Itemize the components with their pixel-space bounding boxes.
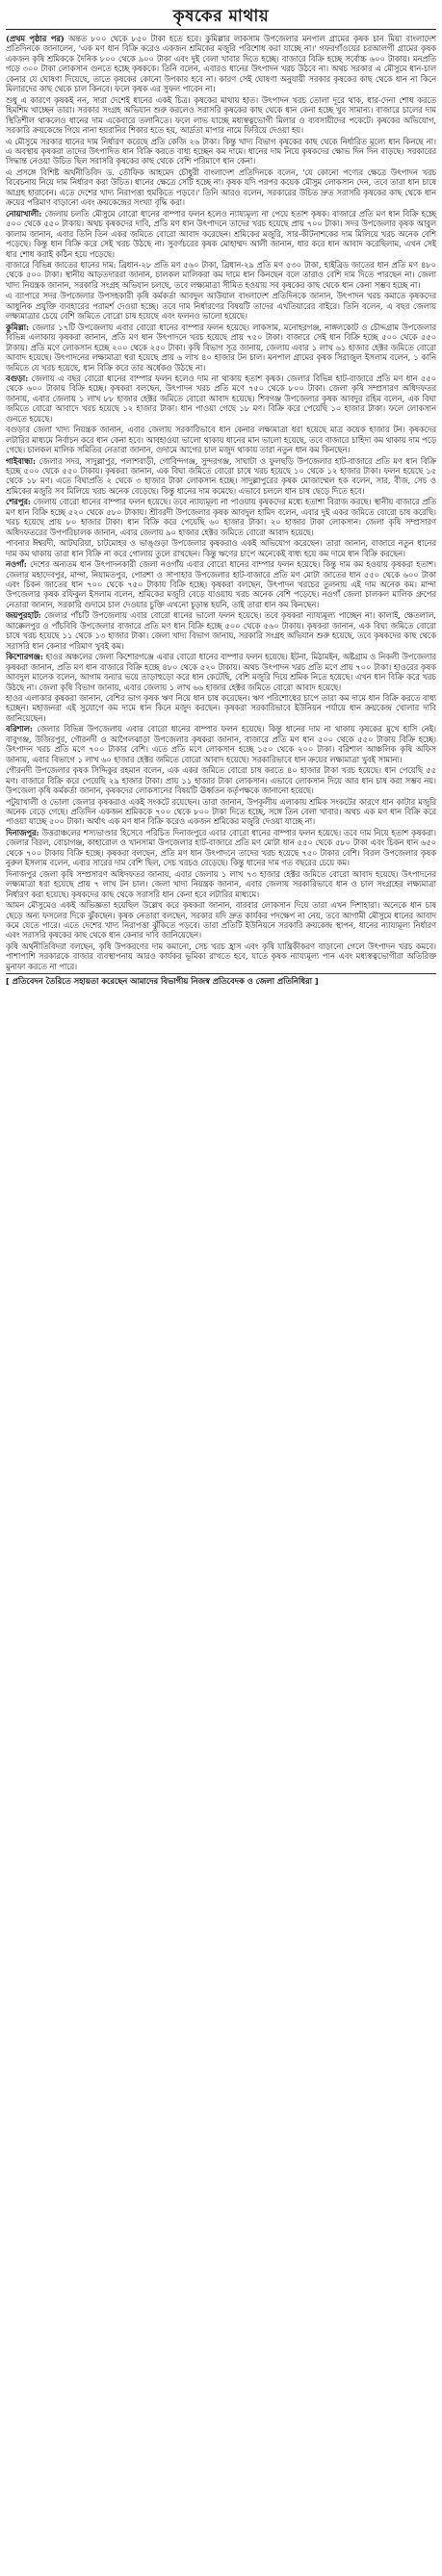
paragraph: এ প্রসঙ্গে বিশিষ্ট অর্থনীতিবিদ ড. তৌফিক আহমেদ চৌধুরী বাংলাদেশ প্রতিদিনকে বলেন, 'যে কোনো পণ্যের ক্ষেত্রে উৎপাদন খরচ বিবেচনায় নিয়ে দাম নির্ধারণ করা উচিত। ধানের ক্ষেত্রে সেটি হচ্ছে না। কৃষক যদি পরপর কয়েক মৌসুম লোকসান দেন, তবে তারা ধান চাষে আগ্রহ হারাবেন। এতে দেশের খাদ্য নিরাপত্তা হুমকিতে পড়বে।' তিনি আরও বলেন, সরকারের উচিত দ্রুত সরাসরি কৃষকের কাছ থেকে ধান ক্রয়ের পরিমাণ বাড়ানো এবং ক্রয়কেন্দ্রের সংখ্যা বৃদ্ধি করা। xyxy=(6,167,436,208)
paragraph xyxy=(6,209,436,259)
paragraph: হাওর এলাকার কৃষকরা জানান, বেশির ভাগ কৃষক ঋণ নিয়ে ধান চাষ করেছেন। ঋণ পরিশোধের চাপে তারা কম দামে ধান বিক্রি করতে বাধ্য হচ্ছেন। মহাজনরা এই সুযোগে কম দামে ধান কিনে মজুদ করছেন। কৃষকরা সরকারিভাবে ইউনিয়ন পর্যায়ে ধান ক্রয়কেন্দ্র খোলার দাবি জানিয়েছেন। xyxy=(6,693,436,723)
paragraph-text: জেলার সদর, সাদুল্লাপুর, পলাশবাড়ী, গোবিন্দগঞ্জ, সুন্দরগঞ্জ, সাঘাটা ও ফুলছড়ি উপজেলার হাট-বাজারে প্রতি মণ ধান বিক্রি হচ্ছে ৫০০ থেকে ৫৫০ টাকায়। কৃষকরা জানান, এক বিঘা জমিতে বোরো চাষে খরচ হয়েছে ১০ থেকে ১২ হাজার টাকা। ফলন হয়েছে ১৫ থেকে ১৮ মণ। এতে বিঘাপ্রতি ২ থেকে ৩ হাজার টাকা লোকসান হচ্ছে। সাদুল্লাপুরের কৃষক মোজাম্মেল হক বলেন, সার, বীজ, সেচ ও শ্রমিকের মজুরি সব মিলিয়ে খরচ অনেক বেড়েছে। কিন্তু ধানের দাম কমেছে। এভাবে চললে ধান চাষ ছেড়ে দিতে হবে। xyxy=(6,455,436,496)
headline: কৃষকের মাথায় xyxy=(6,6,436,30)
paragraph xyxy=(6,497,436,537)
section-label: গাইবান্ধা: xyxy=(6,455,37,466)
paragraph: দিনাজপুর জেলা কৃষি সম্প্রসারণ অধিদফতর জানায়, এবার জেলায় ১ লাখ ৭৩ হাজার হেক্টর জমিতে বোরো আবাদ হয়েছে। উৎপাদনের লক্ষ্যমাত্রা ধরা হয়েছে প্রায় ৭ লাখ টন চাল। জেলা খাদ্য নিয়ন্ত্রক জানান, এবার জেলায় সরকারিভাবে ধান ও চাল সংগ্রহের লক্ষ্যমাত্রা নির্ধারণ করা হয়েছে। কৃষকদের কাছ থেকে সরাসরি ধান কেনা হবে লটারির মাধ্যমে। xyxy=(6,868,436,899)
paragraph: শুধু এ কারণে কৃষকই নন, সারা দেশেই ধানের একই চিত্র। কৃষকের মাথায় হাত। উৎপাদন খরচ তোলা দূরে থাক, ধার-দেনা শোধ করতে হিমশিম খাচ্ছেন তারা। সরকার সংগ্রহ অভিযান শুরু করলেও সরাসরি কৃষকের কাছ থেকে ধান কেনা হচ্ছে খুব সামান্য। বাজারে চালের দাম স্থিতিশীল থাকলেও ধানের দাম একেবারে তলানিতে। ফলে লাভ যাচ্ছে মধ্যস্বত্বভোগী মিলার ও ব্যবসায়ীদের পকেটে। কৃষকের অভিযোগ, সরকারি ক্রয়কেন্দ্রে গিয়ে নানা হয়রানির শিকার হতে হয়, আর্দ্রতা মাপার নামে ফিরিয়ে দেওয়া হয়। xyxy=(6,94,436,136)
paragraph xyxy=(6,724,436,764)
paragraph: পাবনার ঈশ্বরদী, আটঘরিয়া, চাটমোহর ও ভাঙ্গুড়া উপজেলার কৃষকরাও একই অভিযোগ করেছেন। তারা জানান, বাজারে নতুন ধানের দাম কম থাকায় তারা ধান বিক্রি না করে গোলায় তুলে রাখছেন। কিন্তু ঋণের চাপে অনেকেই বাধ্য হয়ে কম দামে ধান বিক্রি করছেন। xyxy=(6,538,436,558)
section-label: বগুড়া: xyxy=(6,373,29,383)
paragraph: বগুড়ার জেলা খাদ্য নিয়ন্ত্রক জানান, এবার জেলায় সরকারিভাবে ধান কেনার লক্ষ্যমাত্রা ধরা হয়েছে মাত্র কয়েক হাজার টন। কৃষকদের লটারির মাধ্যমে নির্বাচন করে ধান কেনা হবে। আবহাওয়া ভালো থাকায় ধানের মান ভালো হয়েছে, তবে বাজারে চাহিদা কম থাকায় দাম পড়ে গেছে। চালকল মালিক সমিতির নেতারা জানান, গুদামে আগের চাল মজুদ থাকায় তারা নতুন ধান কম কিনছেন। xyxy=(6,425,436,455)
paragraph xyxy=(6,456,436,497)
paragraph: বাজারে বিভিন্ন জাতের ধানের দাম: ব্রিধান-২৮ প্রতি মণ ৫৬০ টাকা, ব্রিধান-২৯ প্রতি মণ ৫৩০ টাকা, হাইব্রিড জাতের ধান প্রতি মণ ৪৮০ থেকে ৫০০ টাকা। স্থানীয় আড়তদাররা জানান, চালকল মালিকরা কম দামে ধান কিনছেন বলে তারাও বেশি দাম দিতে পারছেন না। জেলা খাদ্য নিয়ন্ত্রক জানান, সরকারি সংগ্রহ অভিযান চলছে, তবে লক্ষ্যমাত্রা সীমিত হওয়ায় সব কৃষকের কাছ থেকে ধান কেনা সম্ভব হচ্ছে না। xyxy=(6,259,436,290)
paragraph xyxy=(6,374,436,424)
intro-label: (প্রথম পৃষ্ঠার পর) xyxy=(6,34,65,43)
paragraph xyxy=(6,322,436,373)
paragraph-text: উত্তরাঞ্চলের শস্যভাণ্ডার হিসেবে পরিচিত দিনাজপুরে এবার বোরো ধানের বাম্পার ফলন হয়েছে। তবে দাম নিয়ে হতাশ কৃষকরা। জেলার বিরল, বোচাগঞ্জ, কাহারোল ও খানসামা উপজেলার হাট-বাজারে প্রতি মণ মোটা ধান ৫৫০ থেকে ৫৮০ টাকা এবং চিকন ধান ৬৫০ থেকে ৭০০ টাকায় বিক্রি হচ্ছে। কৃষকরা বলছেন, প্রতি মণ ধান উৎপাদনে তাদের খরচ হয়েছে ৭৫০ টাকার বেশি। বিরল উপজেলার কৃষক নুরুল ইসলাম বলেন, এবার সারের দাম বেশি ছিল, সেচ খরচও বেড়েছে। কিন্তু ধানের দাম গত বছরের চেয়ে কম। xyxy=(6,827,436,868)
paragraph xyxy=(6,828,436,868)
section-label: নওগাঁ: xyxy=(6,559,27,570)
paragraph xyxy=(6,34,436,94)
paragraph-text: জেলার ১৭টি উপজেলায় এবার বোরো ধানের বাম্পার ফলন হয়েছে। লাকসাম, মনোহরগঞ্জ, নাঙ্গলকোট ও চৌদ্দগ্রাম উপজেলার বিভিন্ন এলাকায় কৃষকরা জানান, প্রতি মণ ধান উৎপাদনে খরচ হয়েছে প্রায় ৭৫০ টাকা। বাজারে সেই ধান বিক্রি হচ্ছে ৫০০ থেকে ৫৫০ টাকায়। প্রতি মণে লোকসান হচ্ছে ২০০ থেকে ২৫০ টাকা। কৃষি বিভাগ সূত্র জানায়, জেলায় এবার ১ লাখ ৬১ হাজার হেক্টর জমিতে বোরো আবাদ হয়েছে। উৎপাদনের লক্ষ্যমাত্রা ধরা হয়েছে প্রায় ৬ লাখ ৪০ হাজার টন চাল। মনপাল গ্রামের কৃষক সিরাজুল ইসলাম বলেন, ১ কানি জমিতে যে খরচ হয়েছে, ধান বিক্রি করে তার অর্ধেকও উঠছে না। xyxy=(6,322,436,373)
paragraph-text: জেলার পাঁচটি উপজেলায় এবার বোরো ধানের ভালো ফলন হয়েছে। তবে কৃষকরা ন্যায্যমূল্য পাচ্ছেন না। কালাই, ক্ষেতলাল, আক্কেলপুর ও পাঁচবিবি উপজেলার বাজারে প্রতি মণ ধান বিক্রি হচ্ছে ৫০০ থেকে ৫৬০ টাকায়। কৃষকরা জানান, এক বিঘা জমিতে বোরো চাষে খরচ হয়েছে ১১ থেকে ১৩ হাজার টাকা। জেলা খাদ্য বিভাগ জানায়, সরকারি সংগ্রহ অভিযান শুরু হয়েছে, তবে কৃষকদের কাছ থেকে সরাসরি ধান কেনার পরিমাণ খুবই কম। xyxy=(6,610,436,651)
paragraph-text: অন্তত ৮০০ থেকে ৮৫০ টাকা হতে হবে। কুমিল্লার লাকসাম উপজেলার মনপাল গ্রামের কৃষক চান মিয়া বাংলাদেশ প্রতিদিনকে জানালেন, 'এক মণ ধান বিক্রি করেও একজন শ্রমিকের মজুরি পরিশোধ করা যাচ্ছে না।' গফরগাঁওয়ের চরআলগী গ্রামের কৃষক একজন কৃষি শ্রমিককে দৈনিক ৮০০ থেকে ৯০০ টাকা এবং দুই বেলা খাবার দিতে হচ্ছে। বাজারে বিক্রি হচ্ছে সর্বোচ্চ ৬০০ টাকায়। মনপ্রতি গড়ে ৩০০ টাকা লোকসান গুনতে হচ্ছে কৃষককে। তিনি বলেন, এবারও ধানের উৎপাদন খরচ উঠবে না। অথচ সরকার এ মৌসুমে ধান-চাল কেনার যে ঘোষণা দিয়েছে, তাতে কৃষকের কোনো উপকার হবে না। কারণ সেই ঘোষণা অনুযায়ী সরকার কৃষকের কাছ থেকে ধান না কিনে মিলারদের কাছ থেকে চাল কিনবে। ফলে কৃষক এর সুফল পাবেন না। xyxy=(6,34,437,94)
paragraph xyxy=(6,652,436,692)
section-label: কিশোরগঞ্জ: xyxy=(6,652,43,662)
section-label: শেরপুর: xyxy=(6,497,31,507)
paragraph-text: জেলায় চলতি মৌসুমে বোরো ধানের বাম্পার ফলন হলেও ন্যায্যমূল্য না পেয়ে হতাশ কৃষক। বাজারে প্রতি মণ ধান বিক্রি হচ্ছে ৫০০ থেকে ৫৫০ টাকায়। অথচ কৃষকদের দাবি, প্রতি মণ ধান উৎপাদনে তাদের খরচ হয়েছে প্রায় ৭০০ টাকা। সদর উপজেলার কৃষক আবুল কালাম জানান, এবার তিনি তিন একর জমিতে বোরো আবাদ করেছেন। শ্রমিকের মজুরি, সার-কীটনাশকের দাম মিলিয়ে খরচ অনেক বেশি পড়েছে। কিন্তু ধান বিক্রি করে সেই খরচ উঠছে না। সুবর্ণচরের কৃষক মোহাম্মদ আলী জানান, ধার করে ধান আবাদ করেছিলাম, এখন সেই ধার শোধ করাই কঠিন হয়ে পড়েছে। xyxy=(6,208,436,259)
section-label: জয়পুরহাট: xyxy=(6,610,41,621)
paragraph-text: দেশের অন্যতম ধান উৎপাদনকারী জেলা নওগাঁয় এবার বোরো ধানের বাম্পার ফলন হয়েছে। কিন্তু দাম কম হওয়ায় কৃষকরা হতাশ। জেলার মহাদেবপুর, মান্দা, নিয়ামতপুর, পোরশা ও সাপাহার উপজেলার হাট-বাজারে প্রতি মণ মোটা জাতের ধান ৫৫০ থেকে ৬০০ টাকা এবং চিকন জাতের ধান ৭০০ থেকে ৭৫০ টাকায় বিক্রি হচ্ছে। কৃষকরা বলছেন, উৎপাদন খরচের তুলনায় এই দাম অনেক কম। মান্দা উপজেলার কৃষক রফিকুল ইসলাম বলেন, শ্রমিকের মজুরি বেড়ে যাওয়ায় খরচ অনেক বেশি পড়েছে। নওগাঁ জেলা চালকল মালিক গ্রুপের নেতারা জানান, সরকারি গুদামে চাল দেওয়ার চুক্তি এখনো চূড়ান্ত হয়নি, তাই তারা ধান কম কিনছেন। xyxy=(6,559,436,609)
paragraph: পটুয়াখালী ও ভোলা জেলার কৃষকরাও একই সংকটে রয়েছেন। তারা জানান, উপকূলীয় এলাকায় শ্রমিক সংকটের কারণে ধান কাটার মজুরি অনেক বেড়ে গেছে। প্রতিদিন একজন শ্রমিককে ৭০০ থেকে ৮০০ টাকা দিতে হচ্ছে, সঙ্গে তিন বেলা খাবার। অথচ এক মণ ধান বিক্রি করে পাওয়া যাচ্ছে ৫০০ টাকা। অর্থাৎ এক মণ ধান বিক্রি করেও একজন শ্রমিকের মজুরি দেওয়া যাচ্ছে না। xyxy=(6,796,436,827)
paragraph: গৌরনদী উপজেলার কৃষক সিদ্দিকুর রহমান বলেন, এক একর জমিতে বোরো চাষ করতে ৪০ হাজার টাকা খরচ হয়েছে। ধান পেয়েছি ৫৫ মণ। বাজারে বিক্রি করে পেয়েছি ২৯ হাজার টাকা। প্রায় ১১ হাজার টাকা লোকসান। এভাবে লোকসান দিয়ে আর ধান চাষ করা সম্ভব নয়। উপজেলা কৃষি কর্মকর্তা জানান, কৃষকদের লোকসানের বিষয়টি ঊর্ধ্বতন কর্তৃপক্ষকে জানানো হয়েছে। xyxy=(6,765,436,796)
section-label: দিনাজপুর: xyxy=(6,827,39,837)
paragraph xyxy=(6,559,436,609)
section-label: নোয়াখালী: xyxy=(6,208,42,219)
paragraph-text: জেলায় বোরো ধানের বাম্পার ফলন হয়েছে। তবে ন্যায্যমূল্য না পাওয়ায় কৃষকদের মধ্যে হতাশা বিরাজ করছে। স্থানীয় বাজারে প্রতি মণ ধান বিক্রি হচ্ছে ৫২০ থেকে ৫৮০ টাকায়। শ্রীবরদী উপজেলার কৃষক আবদুল হামিদ বলেন, এবার দুই একর জমিতে বোরো চাষ করেছি। খরচ হয়েছে প্রায় ৮০ হাজার টাকা। ধান বিক্রি করে পেয়েছি ৬০ হাজার টাকা। ২০ হাজার টাকা লোকসান। জেলা কৃষি সম্প্রসারণ অধিদফতরের উপপরিচালক জানান, এবার জেলায় ৯০ হাজার হেক্টর জমিতে বোরো আবাদ হয়েছে। xyxy=(6,497,436,537)
paragraph: এ মৌসুমে সরকার ধানের দাম নির্ধারণ করেছে প্রতি কেজি ২৬ টাকা। কিন্তু খাদ্য বিভাগ কৃষকের কাছ থেকে নির্ধারিত মূল্যে ধান কিনছে না। এ অবস্থায় কৃষকরা তাদের উৎপাদিত ধান বিক্রি করতে বাধ্য হচ্ছেন কম দামে। ধানের দাম নিয়ে কৃষকদের ক্ষোভ দিন দিন বাড়ছে। সরকারের সিদ্ধান্ত নেওয়া উচিত ছিল সরাসরি কৃষকের কাছ থেকে বেশি পরিমাণে ধান কেনা। xyxy=(6,136,436,167)
paragraph: এ ব্যাপারে সদর উপজেলার উপসহকারী কৃষি কর্মকর্তা আবদুল আউয়াল বাংলাদেশ প্রতিদিনকে জানান, উৎপাদন খরচ কমাতে কৃষকদের আধুনিক প্রযুক্তি ব্যবহারের পরামর্শ দেওয়া হচ্ছে। তবে দাম নির্ধারণের বিষয়টি তাদের এখতিয়ারের বাইরে। তিনি বলেন, এ বছর জেলায় লক্ষ্যমাত্রার চেয়ে বেশি জমিতে বোরো চাষ হয়েছে এবং ফলনও ভালো হয়েছে। xyxy=(6,291,436,322)
paragraph-text: জেলার বিভিন্ন উপজেলায় এবার বোরো ধানের বাম্পার ফলন হয়েছে। কিন্তু ধানের দাম না থাকায় কৃষকের মুখে হাসি নেই। বাবুগঞ্জ, উজিরপুর, গৌরনদী ও আগৈলঝাড়া উপজেলার কৃষকরা জানান, বাজারে প্রতি মণ ধান ৫০০ থেকে ৫৫০ টাকায় বিক্রি হচ্ছে। উৎপাদন খরচ প্রতি মণে ৭০০ টাকার বেশি। এতে প্রতি মণে লোকসান হচ্ছে ১৫০ থেকে ২০০ টাকা। বরিশাল আঞ্চলিক কৃষি অফিস জানায়, এবার বিভাগে ১ লাখ ৬০ হাজার হেক্টর জমিতে বোরো আবাদ হয়েছে। সরকারিভাবে ধান ক্রয়ের লক্ষ্যমাত্রা খুবই সামান্য। xyxy=(6,724,436,764)
article-body xyxy=(6,34,436,971)
paragraph-text: জেলায় এ বছর বোরো ধানের বাম্পার ফলন হলেও দাম না থাকায় হতাশ কৃষক। জেলার বিভিন্ন হাট-বাজারে প্রতি মণ ধান ৫৫০ থেকে ৬০০ টাকায় বিক্রি হচ্ছে। কৃষকরা বলছেন, উৎপাদন খরচ প্রতি মণে ৭৫০ থেকে ৮০০ টাকা। জেলা কৃষি সম্প্রসারণ অধিদফতর জানায়, এবার জেলায় ১ লাখ ৮৮ হাজার হেক্টর জমিতে বোরো আবাদ হয়েছে। শিবগঞ্জ উপজেলার কৃষক আবদুর রহিম বলেন, এক বিঘা জমিতে বোরো আবাদে খরচ হয়েছে ১২ হাজার টাকা। ধান পাওয়া গেছে ১৮ মণ। বিক্রি করে পেয়েছি ১০ হাজার টাকা। ফলে লোকসান গুনতে হয়েছে। xyxy=(6,373,436,424)
paragraph: আমন মৌসুমেও একই অভিজ্ঞতা হয়েছিল উল্লেখ করে কৃষকরা জানান, বারবার লোকসান দিয়ে তারা এখন দিশাহারা। অনেকে ধান চাষ ছেড়ে অন্য ফসলের দিকে ঝুঁকছেন। কৃষক নেতারা বলছেন, সরকার যদি দ্রুত কার্যকর পদক্ষেপ না নেয়, তবে আগামী মৌসুমে ধানের আবাদ কমে যেতে পারে। এতে দেশের খাদ্য নিরাপত্তা ঝুঁকিতে পড়বে। তারা প্রতিটি ইউনিয়নে সরকারি ক্রয়কেন্দ্র স্থাপন, ধানের ন্যায্যমূল্য নির্ধারণ এবং সরাসরি কৃষকের কাছ থেকে ধান কেনার দাবি জানিয়েছেন। xyxy=(6,900,436,940)
section-label: বরিশাল: xyxy=(6,724,33,734)
paragraph: কৃষি অর্থনীতিবিদরা বলছেন, কৃষি উপকরণের দাম কমানো, সেচ খরচ হ্রাস এবং কৃষি যান্ত্রিকীকরণ বাড়ানো গেলে উৎপাদন খরচ কমবে। পাশাপাশি সরকারকে বাজার ব্যবস্থাপনায় আরও কার্যকর ভূমিকা রাখতে হবে, যাতে কৃষক ন্যায্যমূল্য পান এবং মধ্যস্বত্বভোগীরা অতিরিক্ত মুনাফা করতে না পারে। xyxy=(6,940,436,971)
paragraph-text: হাওর অঞ্চলের জেলা কিশোরগঞ্জে এবার বোরো ধানের বাম্পার ফলন হয়েছে। ইটনা, মিঠামইন, অষ্টগ্রাম ও নিকলী উপজেলার কৃষকরা জানান, প্রতি মণ ধান বাজারে বিক্রি হচ্ছে ৪৮০ থেকে ৫২০ টাকায়। অথচ উৎপাদন খরচ প্রতি মণে প্রায় ৭০০ টাকা। হাওরের কৃষক আবদুল মালেক বলেন, আগাম বন্যার ভয়ে তাড়াহুড়ো করে ধান কেটেছি, বেশি মজুরি দিয়ে শ্রমিক নিতে হয়েছে। এখন ধান বিক্রি করে খরচ উঠছে না। জেলা কৃষি বিভাগ জানায়, এবার জেলায় ১ লাখ ৬৬ হাজার হেক্টর জমিতে বোরো আবাদ হয়েছে। xyxy=(6,652,436,692)
paragraph xyxy=(6,610,436,651)
section-label: কুমিল্লা: xyxy=(6,322,30,332)
article-credit: [ প্রতিবেদন তৈরিতে সহায়তা করেছেন আমাদের বিভাগীয় নিজস্ব প্রতিবেদক ও জেলা প্রতিনিধিরা ] xyxy=(6,973,436,987)
